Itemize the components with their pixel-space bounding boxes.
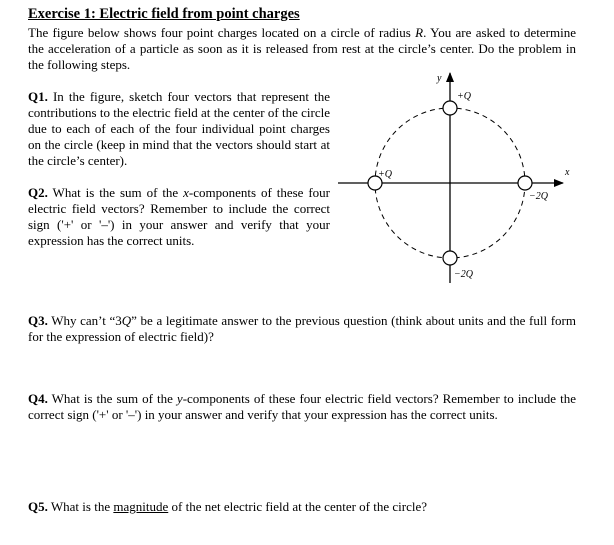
charge-left-label: +Q: [378, 169, 392, 180]
charge-top-label: +Q: [457, 91, 471, 102]
question-4-text-2: -components of these four electric field vectors? Remember to include the correct sign ('+' or '–') in your answer and verify that your expression has the correct units.: [28, 391, 576, 422]
intro-text-1: The figure below shows four point charges located on a circle of radius: [28, 25, 416, 40]
charge-right: [518, 176, 532, 190]
question-5-number: Q5.: [28, 499, 48, 514]
question-3-q-var: Q: [121, 313, 132, 328]
question-4-number: Q4.: [28, 391, 48, 406]
question-2-text-1: What is the sum of the: [47, 185, 184, 200]
question-2-number: Q2.: [28, 185, 48, 200]
y-axis-label: y: [437, 73, 442, 84]
charge-bottom: [443, 251, 457, 265]
question-5-emphasis: magnitude: [113, 499, 169, 514]
charge-right-label: −2Q: [529, 191, 548, 202]
question-3-text-1: Why can’t “3: [47, 313, 122, 328]
question-2-text-2: -components of these four electric field vectors? Remember to include the correct sign ('+' or '–') in your answer and verify that your expression has the correct units.: [28, 185, 330, 248]
question-4-text-1: What is the sum of the: [47, 391, 177, 406]
radius-symbol: R: [415, 25, 424, 40]
charge-top: [443, 101, 457, 115]
question-1-text: In the figure, sketch four vectors that represent the contributions to the electric field at the center of the circle due to each of each of the four individual point charges on the circle (keep in mind that the vectors should start at the circle’s center).: [28, 89, 330, 168]
question-3-number: Q3.: [28, 313, 48, 328]
question-5-text-1: What is the: [47, 499, 114, 514]
x-axis-label: x: [565, 167, 570, 178]
intro-text-2: . You are asked to determine the acceleration of a particle as soon as it is released from rest at the circle’s center. Do the problem in the following steps.: [28, 25, 576, 72]
question-1-number: Q1.: [28, 89, 48, 104]
question-5-text-2: of the net electric field at the center of the circle?: [168, 499, 428, 514]
question-4-component-var: y: [176, 391, 183, 406]
question-3-text-2: ” be a legitimate answer to the previous question (think about units and the full form for the expression of electric field)?: [28, 313, 576, 344]
exercise-title: Exercise 1: Electric field from point charges: [28, 6, 300, 22]
question-2-component-var: x: [183, 185, 189, 200]
charge-bottom-label: −2Q: [454, 269, 473, 280]
